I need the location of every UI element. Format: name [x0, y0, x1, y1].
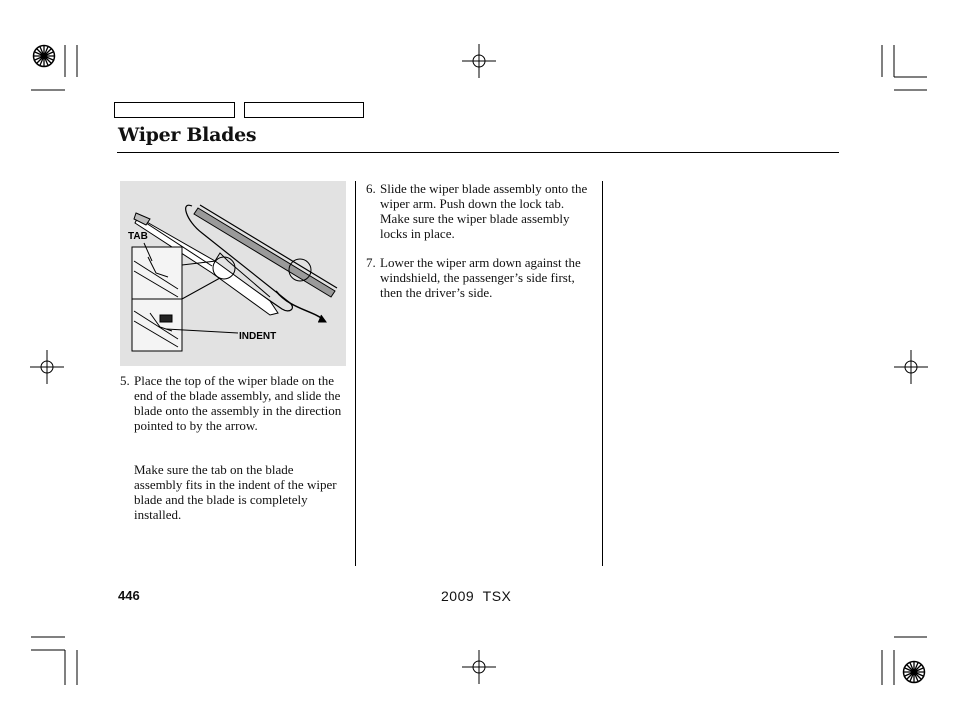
starburst-mark-icon: [902, 660, 926, 684]
indent-label: INDENT: [239, 331, 277, 342]
page-number: 446: [118, 588, 140, 603]
tab-label: TAB: [128, 231, 148, 242]
installation-note: Make sure the tab on the blade assembly fits in the indent of the wiper blade and the blade is completely installed.: [134, 462, 337, 522]
starburst-mark-icon: [32, 44, 56, 68]
step-5: [120, 373, 350, 433]
step-number: 5.: [120, 373, 130, 388]
page-title: Wiper Blades: [118, 124, 257, 146]
step-number: 6.: [366, 181, 376, 196]
registration-crosshair-icon: [462, 650, 496, 684]
wiper-blade-illustration: [120, 181, 346, 366]
step-text: Lower the wiper arm down against the windshield, the passenger’s side first, then the driver’s side.: [380, 255, 581, 300]
column-divider: [602, 181, 603, 566]
step-6: [366, 181, 594, 241]
step-text: Slide the wiper blade assembly onto the wiper arm. Push down the lock tab. Make sure the wiper blade assembly locks in place.: [380, 181, 588, 241]
column-divider: [355, 181, 356, 566]
model-label: 2009 TSX: [441, 588, 512, 604]
registration-crosshair-icon: [894, 350, 928, 384]
registration-crosshair-icon: [462, 44, 496, 78]
header-tab-box: [114, 102, 235, 118]
header-tab-box: [244, 102, 364, 118]
registration-crosshair-icon: [30, 350, 64, 384]
wiper-blade-drawing: [120, 181, 346, 366]
step-number: 7.: [366, 255, 376, 270]
step-7: [366, 255, 596, 300]
title-rule: [117, 152, 839, 153]
step-text: Place the top of the wiper blade on the end of the blade assembly, and slide the blade onto the assembly in the direction pointed to by the arrow.: [134, 373, 342, 433]
